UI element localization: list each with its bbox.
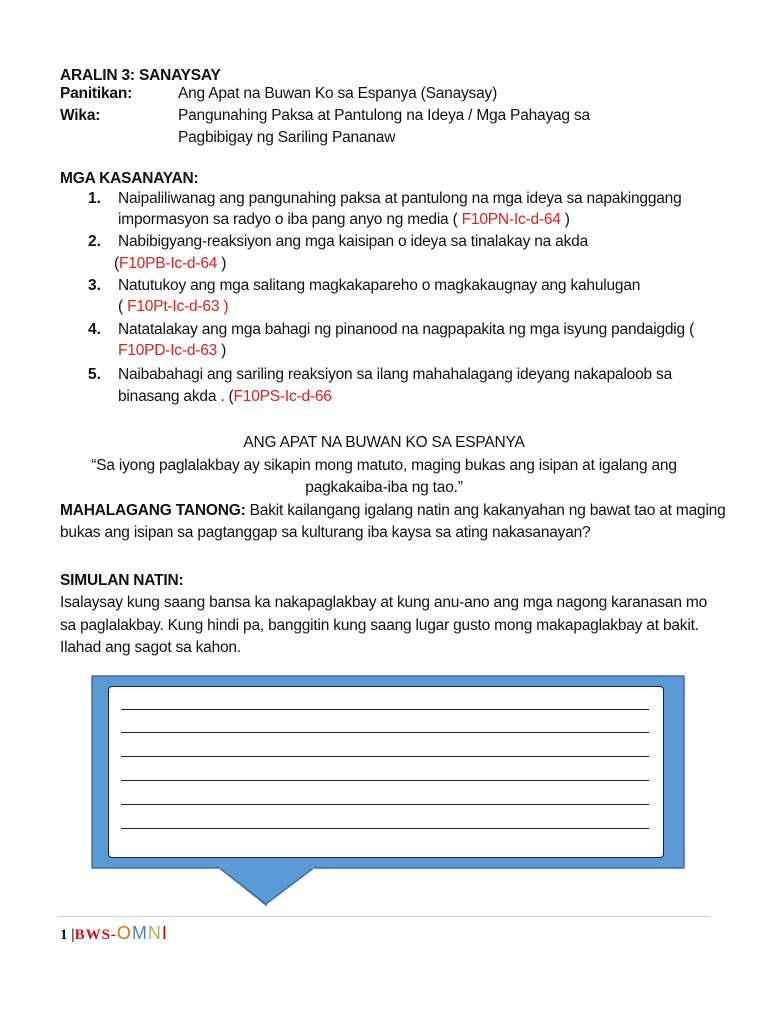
instruction-line1: Isalaysay kung saang bansa ka nakapaglakbay at kung anu-ano ang mga nagong karanasan mo xyxy=(60,594,707,611)
competency-code: F10PB-Ic-d-64 xyxy=(118,255,218,272)
instruction-line3: Ilahad ang sagot sa kahon. xyxy=(60,639,241,656)
list-item-line: binasang akda . (F10PS-Ic-d-66 xyxy=(118,388,332,405)
answer-line[interactable] xyxy=(121,732,649,733)
competency-code: F10PS-Ic-d-66 xyxy=(233,388,332,405)
answer-line[interactable] xyxy=(121,780,649,781)
wika-value-line2: Pagbibigay ng Sariling Pananaw xyxy=(178,129,396,146)
wika-value-line1: Pangunahing Paksa at Pantulong na Ideya / Mga Pahayag sa xyxy=(178,107,590,124)
section-title: ANG APAT NA BUWAN KO SA ESPANYA xyxy=(243,434,525,451)
list-item-line: ( F10Pt-Ic-d-63 ) xyxy=(118,298,229,315)
answer-line[interactable] xyxy=(121,756,649,757)
essential-question-label: MAHALAGANG TANONG: xyxy=(60,502,246,519)
list-item-line: Naipaliliwanag ang pangunahing paksa at pantulong na mga ideya sa napakinggang xyxy=(118,190,682,207)
lesson-title: ARALIN 3: SANAYSAY xyxy=(60,67,221,84)
list-item-line: (F10PB-Ic-d-64 ) xyxy=(114,255,227,272)
list-item-line: Naibabahagi ang sariling reaksiyon sa ilang mahahalagang ideyang nakapaloob sa xyxy=(118,366,673,383)
essential-question-line2: bukas ang isipan sa pagtanggap sa kulturang iba kaysa sa ating nakasanayan? xyxy=(60,524,591,541)
list-item-number: 2. xyxy=(88,233,101,250)
list-item-line: Natatalakay ang mga bahagi ng pinanood na nagpapakita ng mga isyung pandaigdig ( xyxy=(118,321,695,338)
panitikan-label: Panitikan: xyxy=(60,85,133,102)
essential-question: MAHALAGANG TANONG: Bakit kailangang igalang natin ang kakanyahan ng bawat tao at maging xyxy=(60,502,726,519)
competency-code: F10PN-Ic-d-64 xyxy=(461,211,561,228)
kasanayan-heading: MGA KASANAYAN: xyxy=(60,170,199,187)
instruction-line2: sa paglalakbay. Kung hindi pa, banggitin kung saang lugar gusto mong makapaglakbay at bakit. xyxy=(60,617,699,634)
list-item-line: Nabibigyang-reaksiyon ang mga kaisipan o ideya sa tinalakay na akda xyxy=(118,233,588,250)
list-item-line: Natutukoy ang mga salitang magkakapareho o magkakaugnay ang kahulugan xyxy=(118,277,641,294)
answer-line[interactable] xyxy=(121,709,649,710)
footer-divider xyxy=(58,916,710,917)
banner-seam xyxy=(219,864,314,869)
answer-line[interactable] xyxy=(121,828,649,829)
list-item-line: F10PD-Ic-d-63 ) xyxy=(118,342,227,359)
list-item-number: 4. xyxy=(88,321,101,338)
list-item-line: impormasyon sa radyo o iba pang anyo ng media ( F10PN-Ic-d-64 ) xyxy=(118,211,570,228)
footer xyxy=(60,922,168,946)
page-number: 1 | xyxy=(60,927,75,943)
footer-brand: BWS- xyxy=(74,927,117,943)
competency-code: F10PD-Ic-d-63 xyxy=(118,342,218,359)
footer-omni-logo: OMNI xyxy=(116,923,168,943)
banner-pointer xyxy=(218,867,315,904)
answer-line[interactable] xyxy=(121,804,649,805)
list-item-number: 5. xyxy=(88,366,101,383)
list-item-number: 1. xyxy=(88,190,101,207)
simulan-heading: SIMULAN NATIN: xyxy=(60,572,184,589)
wika-label: Wika: xyxy=(60,107,101,124)
panitikan-value: Ang Apat na Buwan Ko sa Espanya (Sanaysay) xyxy=(178,85,498,102)
competency-code: F10Pt-Ic-d-63 ) xyxy=(127,298,229,315)
list-item-number: 3. xyxy=(88,277,101,294)
quote-line2: pagkakaiba-iba ng tao.” xyxy=(305,479,463,496)
answer-box[interactable] xyxy=(108,686,664,858)
quote-line1: “Sa iyong paglalakbay ay sikapin mong matuto, maging bukas ang isipan at igalang ang xyxy=(91,457,677,474)
